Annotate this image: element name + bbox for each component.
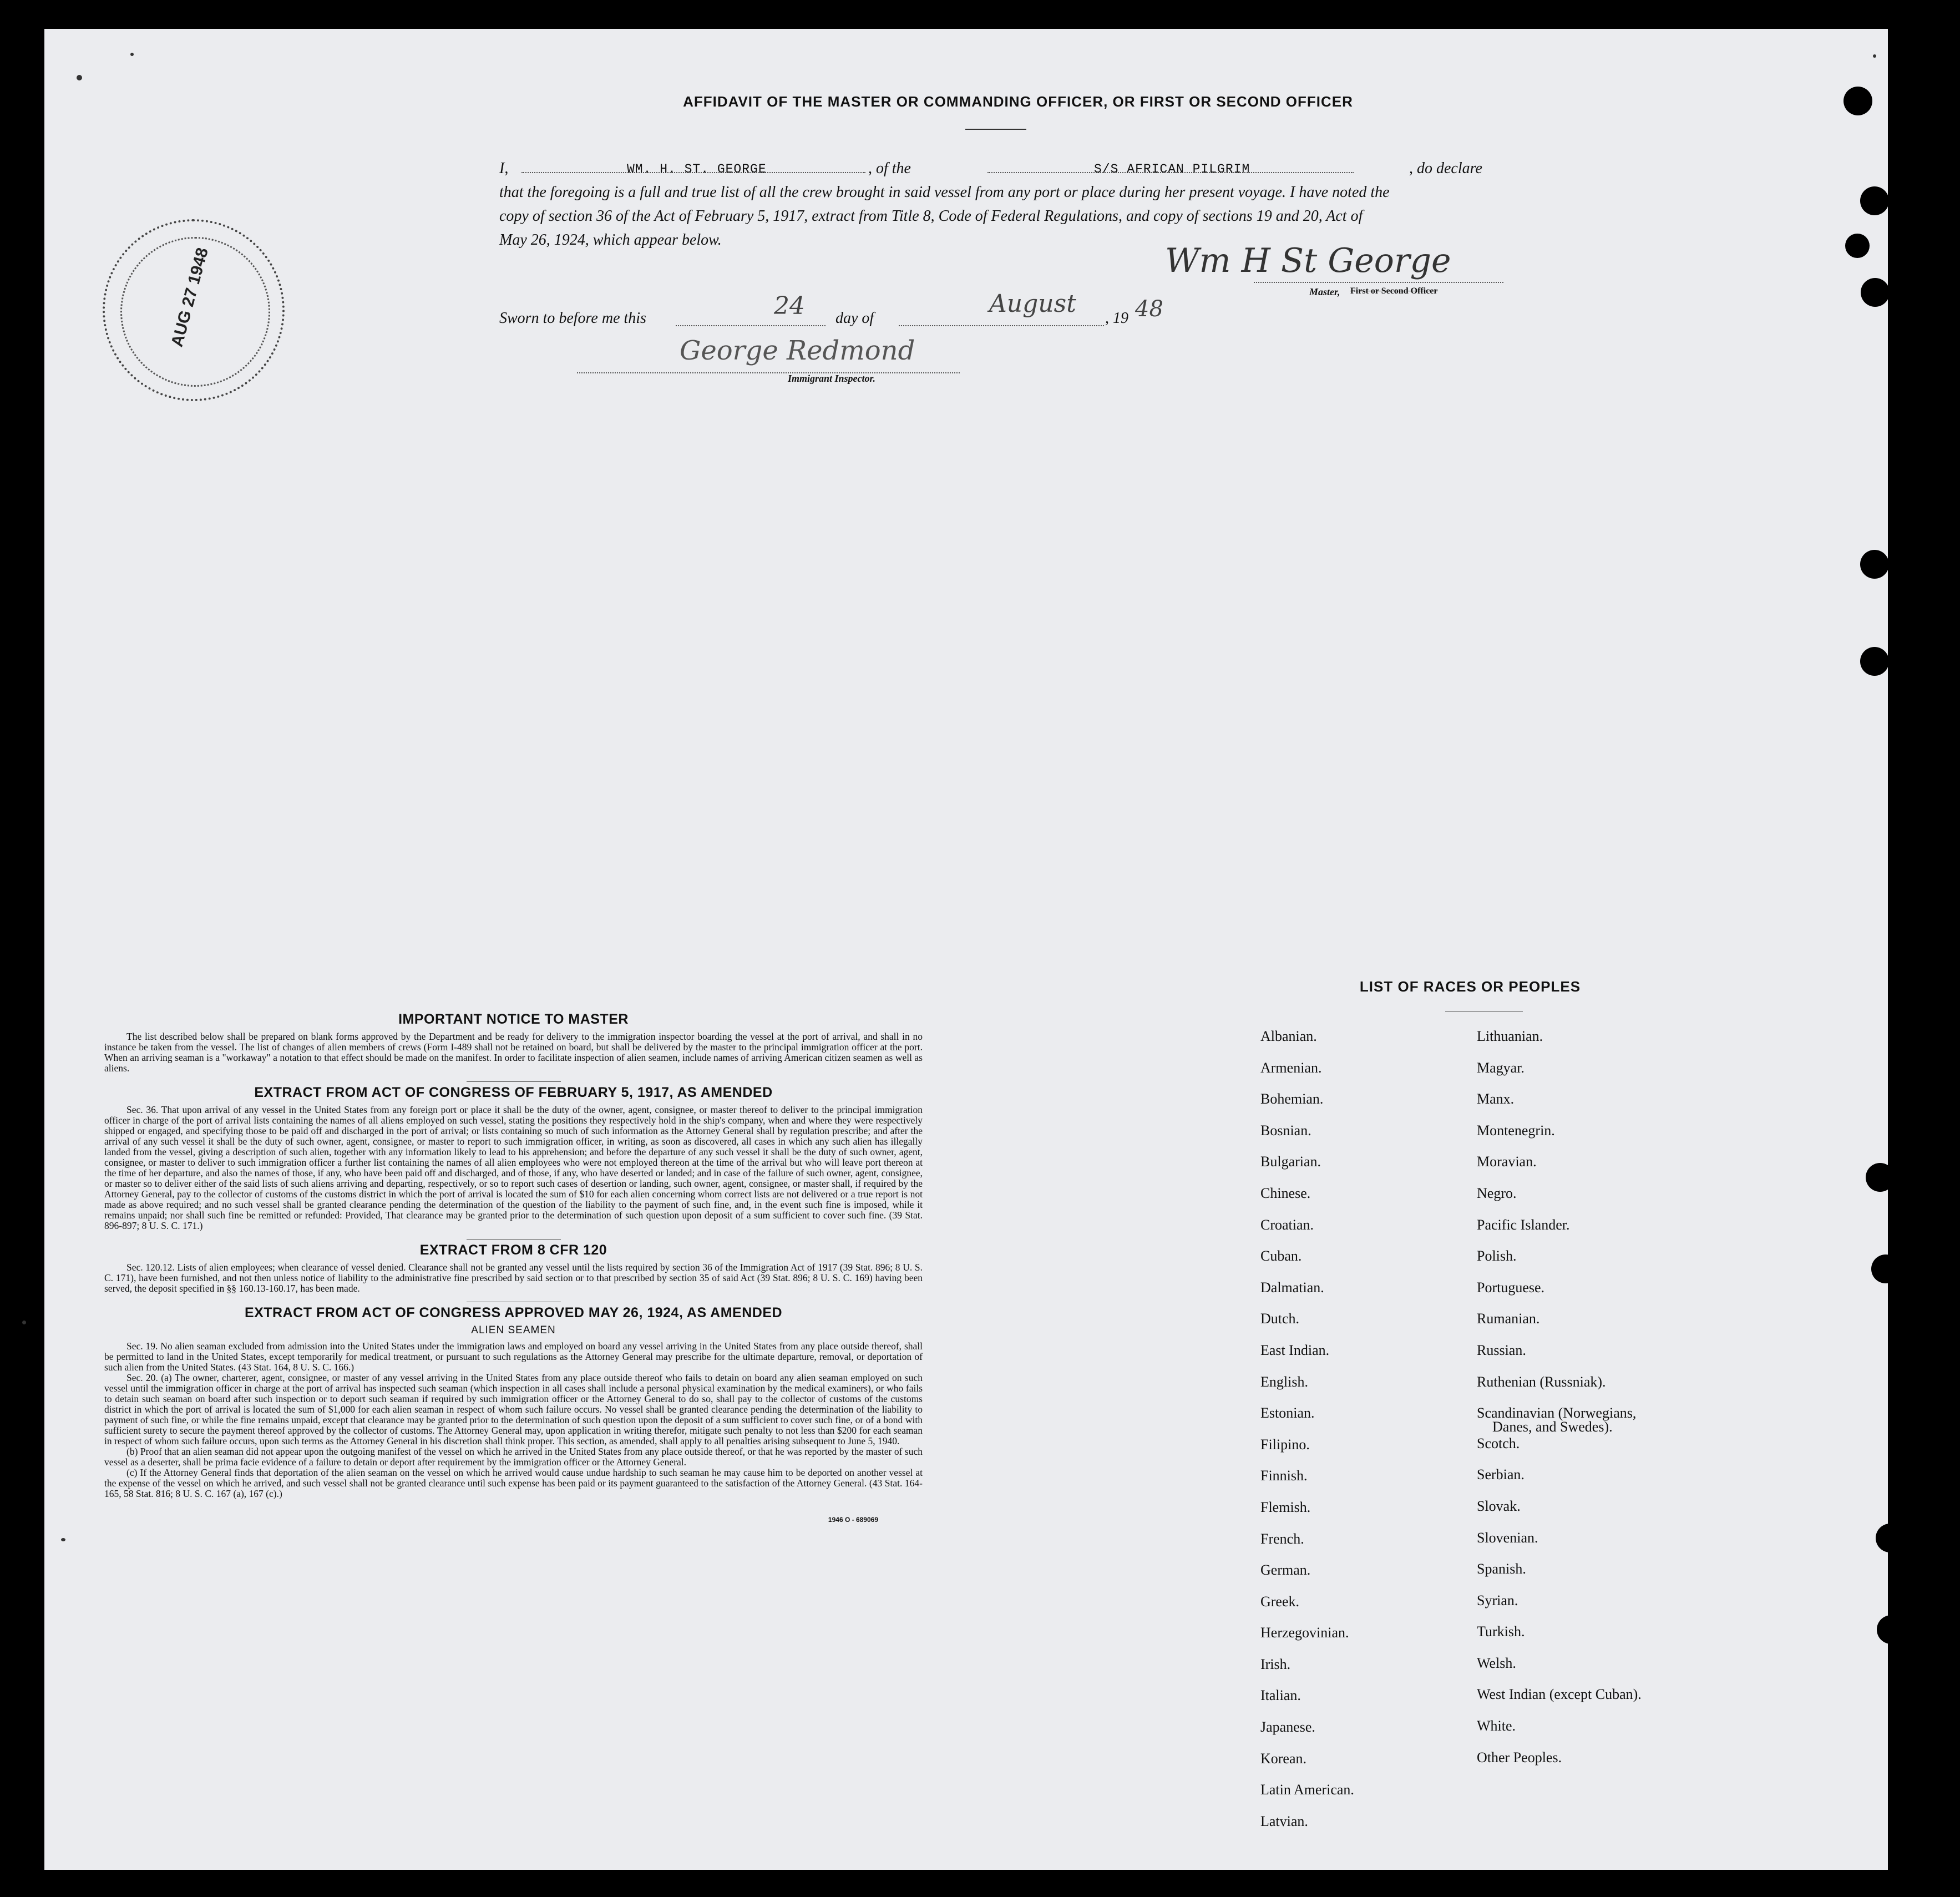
- race-item: Montenegrin.: [1477, 1122, 1555, 1139]
- race-item: Bosnian.: [1260, 1122, 1311, 1139]
- race-item: Korean.: [1260, 1750, 1307, 1767]
- inspector-signature: George Redmond: [680, 335, 915, 366]
- sec-20a-text: Sec. 20. (a) The owner, charterer, agent, consignee, or master of any vessel arriving in the United States from any place outside thereof who fails to detain on board any alien seaman employed on such vessel until the immigration officer in charge at the port of arrival has inspected such seaman (which inspection in all cases shall include a personal physical examination by the medical examiners), or who fails to detain such seaman on board after such inspection or to deport such seaman if required by such immigration officer or the Attorney General to do so, shall pay to the collector of customs of the customs district in which the port of arrival is located the sum of $1,000 for each alien seaman in respect of whom such failure occurs. No vessel shall be granted clearance pending the determination of the liability to payment of such fine, or while the fine remains unpaid, except that clearance may be granted prior to the determination of such question upon the deposit of a sum sufficient to cover such fine, or of a bond with sufficient surety to secure the payment thereof approved by the collector of customs. The Attorney General may, upon application in writing therefor, mitigate such penalty to not less than $200 for each seaman in respect of whom such failure occurs, upon such terms as the Attorney General in his discretion shall think proper. This section, as amended, shall apply to all penalties arising subsequent to June 5, 1940.: [104, 1372, 923, 1446]
- title-rule: [965, 129, 1026, 130]
- master-name: WM. H. ST. GEORGE: [627, 162, 767, 176]
- race-item: West Indian (except Cuban).: [1477, 1686, 1642, 1703]
- year-prefix: , 19: [1105, 310, 1128, 327]
- race-item: Moravian.: [1477, 1154, 1537, 1170]
- race-item: Negro.: [1477, 1185, 1517, 1201]
- inspector-label: Immigrant Inspector.: [788, 373, 876, 384]
- scan-speck: [77, 75, 82, 80]
- race-item: English.: [1260, 1373, 1308, 1390]
- binder-hole: [1861, 278, 1890, 307]
- inspector-line: [577, 357, 960, 373]
- section-divider: [467, 1239, 561, 1240]
- notice-text: The list described below shall be prepared on blank forms approved by the Department and be ready for delivery to the immigration inspector boarding the vessel at the port of arrival, and shall in no instance be taken from the vessel. The list of changes of alien members of crews (Form I-489 shall not be retained on board, but shall be delivered by the master to the principal immigration officer at the port. When an arriving seaman is a "workaway" a notation to that effect should be made on the manifest. In order to facilitate inspection of alien seamen, include names of arriving American citizen seamen as well as aliens.: [104, 1031, 923, 1074]
- year-value: 48: [1135, 296, 1163, 322]
- i-label: I,: [499, 160, 509, 177]
- binder-hole: [1843, 87, 1872, 115]
- race-item: Serbian.: [1477, 1466, 1525, 1483]
- race-item: Greek.: [1260, 1593, 1300, 1610]
- act-1917-title: EXTRACT FROM ACT OF CONGRESS OF FEBRUARY 5, 1917, AS AMENDED: [254, 1085, 773, 1100]
- race-item: Danes, and Swedes).: [1492, 1418, 1613, 1435]
- affidavit-line-3: copy of section 36 of the Act of February 5, 1917, extract from Title 8, Code of Federal Regulations, and copy of sections 19 and 20, Act of: [499, 208, 1363, 225]
- race-item: Spanish.: [1477, 1561, 1526, 1577]
- affidavit-body: [499, 156, 1512, 252]
- race-item: Syrian.: [1477, 1592, 1518, 1608]
- race-item: Rumanian.: [1477, 1311, 1540, 1327]
- vessel-name: S/S AFRICAN PILGRIM: [1094, 162, 1250, 176]
- do-declare-label: , do declare: [1409, 160, 1482, 177]
- sec-20c-text: (c) If the Attorney General finds that deportation of the alien seaman on the vessel on which he arrived would cause undue hardship to such seaman he may cause him to be deported on another vessel at the expense of the vessel on which he arrived, and such vessel shall not be granted clearance until such expense has been paid or its payment guaranteed to the satisfaction of the Attorney General. (43 Stat. 164-165, 58 Stat. 816; 8 U. S. C. 167 (a), 167 (c).): [104, 1467, 923, 1499]
- races-title: LIST OF RACES OR PEOPLES: [1359, 978, 1581, 995]
- affidavit-line-2: that the foregoing is a full and true list of all the crew brought in said vessel from any port or place during her present voyage. I have noted the: [499, 184, 1390, 201]
- races-column-1: [1260, 1028, 1354, 1844]
- scan-speck: [61, 1538, 65, 1541]
- race-item: Italian.: [1260, 1687, 1301, 1704]
- signer-title-struck: First or Second Officer: [1350, 286, 1438, 296]
- race-item: Scotch.: [1477, 1435, 1520, 1451]
- binder-hole: [1860, 186, 1889, 215]
- binder-hole: [1845, 234, 1870, 258]
- master-signature: Wm H St George: [1165, 241, 1451, 280]
- sworn-label: Sworn to before me this: [499, 310, 646, 327]
- day-of-label: day of: [835, 310, 874, 327]
- race-item: Albanian.: [1260, 1028, 1317, 1044]
- race-item: Herzegovinian.: [1260, 1625, 1349, 1641]
- race-item: French.: [1260, 1530, 1304, 1547]
- race-item: Chinese.: [1260, 1185, 1311, 1201]
- race-item: Pacific Islander.: [1477, 1216, 1570, 1233]
- race-item: Lithuanian.: [1477, 1028, 1543, 1044]
- race-item: Ruthenian (Russniak).: [1477, 1373, 1606, 1390]
- race-item: Welsh.: [1477, 1655, 1516, 1671]
- of-the-label: , of the: [868, 160, 911, 177]
- binder-hole: [1871, 1254, 1900, 1283]
- cfr-text: Sec. 120.12. Lists of alien employees; when clearance of vessel denied. Clearance shall not be granted any vessel until the lists required by section 36 of the Immigration Act of 1917 (39 Stat. 896; 8 U. S. C. 171), have been furnished, and not then unless notice of liability to the administrative fine prescribed by said section or to that prescribed by section 35 of said Act (39 Stat. 896; 8 U. S. C. 169) having been served, the deposit specified in §§ 160.13-160.17, has been made.: [104, 1262, 923, 1294]
- race-item: Magyar.: [1477, 1059, 1525, 1076]
- stamp-date: AUG 27 1948: [168, 245, 212, 349]
- section-divider: [467, 1081, 561, 1082]
- race-item: Slovak.: [1477, 1498, 1521, 1514]
- race-item: German.: [1260, 1562, 1311, 1579]
- race-item: Latvian.: [1260, 1813, 1308, 1829]
- race-item: Filipino.: [1260, 1436, 1310, 1453]
- signer-title: Master,: [1309, 286, 1340, 297]
- scan-speck: [1873, 54, 1876, 58]
- race-item: Bulgarian.: [1260, 1154, 1321, 1170]
- date-stamp: [103, 219, 285, 401]
- scan-speck: [130, 53, 134, 56]
- binder-hole: [1860, 647, 1889, 676]
- race-item: Turkish.: [1477, 1623, 1525, 1640]
- sec-19-text: Sec. 19. No alien seaman excluded from admission into the United States under the immigration laws and employed on board any vessel arriving in the United States from any place outside thereof, shall be permitted to land in the United States, except temporarily for medical treatment, or pursuant to such regulations as the Attorney General may prescribe for the ultimate departure, removal, or deportation of such alien from the United States. (43 Stat. 164, 8 U. S. C. 166.): [104, 1340, 923, 1373]
- affidavit-line-1: [499, 156, 1512, 180]
- race-item: Armenian.: [1260, 1059, 1322, 1076]
- sec-20b-text: (b) Proof that an alien seaman did not appear upon the outgoing manifest of the vessel on which he arrived in the United States from any place outside thereof, or that he was reported by the master of such vessel as a deserter, shall be prima facie evidence of a failure to detain or deport after requirement by the immigration officer or the Attorney General.: [104, 1446, 923, 1468]
- race-item: Slovenian.: [1477, 1529, 1538, 1546]
- race-item: Portuguese.: [1477, 1279, 1545, 1296]
- race-item: East Indian.: [1260, 1342, 1330, 1358]
- race-item: Bohemian.: [1260, 1091, 1324, 1107]
- race-item: Dutch.: [1260, 1311, 1300, 1327]
- binder-hole: [1876, 1524, 1905, 1552]
- race-item: Manx.: [1477, 1091, 1515, 1107]
- race-item: Latin American.: [1260, 1782, 1354, 1798]
- race-item: Japanese.: [1260, 1719, 1315, 1736]
- race-item: Dalmatian.: [1260, 1279, 1324, 1296]
- binder-hole: [1866, 1163, 1895, 1192]
- act-1924-title: EXTRACT FROM ACT OF CONGRESS APPROVED MAY 26, 1924, AS AMENDED: [244, 1305, 783, 1321]
- race-item: Other Peoples.: [1477, 1749, 1562, 1766]
- day-value: 24: [774, 292, 805, 320]
- race-item: Polish.: [1477, 1248, 1517, 1264]
- race-item: Estonian.: [1260, 1405, 1315, 1422]
- print-code: 1946 O - 689069: [828, 1516, 878, 1524]
- cfr-title: EXTRACT FROM 8 CFR 120: [419, 1242, 607, 1258]
- race-item: Irish.: [1260, 1656, 1291, 1672]
- month-value: August: [989, 290, 1076, 318]
- binder-hole: [1860, 550, 1889, 579]
- race-item: Scandinavian (Norwegians,: [1477, 1405, 1637, 1422]
- race-item: Flemish.: [1260, 1499, 1311, 1515]
- act-1924-subtitle: ALIEN SEAMEN: [471, 1324, 556, 1336]
- signature-line: [1254, 265, 1503, 283]
- race-item: Cuban.: [1260, 1248, 1302, 1264]
- notice-title: IMPORTANT NOTICE TO MASTER: [398, 1011, 629, 1027]
- race-item: Finnish.: [1260, 1468, 1308, 1484]
- race-item: Croatian.: [1260, 1216, 1314, 1233]
- notice-section: [104, 1010, 923, 1525]
- races-column-2: [1477, 1028, 1642, 1780]
- scan-speck: [22, 1321, 26, 1324]
- act-1917-text: Sec. 36. That upon arrival of any vessel in the United States from any foreign port or place it shall be the duty of the owner, agent, consignee, or master thereof to deliver to the principal immigration officer in charge of the port of arrival lists containing the names of all aliens employed on such vessel, stating the positions they respectively hold in the ship's company, when and where they were respectively shipped or engaged, and specifying those to be paid off and discharged in the port of arrival; or lists containing so much of such information as the Attorney General shall by regulation prescribe; and after the arrival of any such vessel it shall be the duty of such owner, agent, consignee, or master to report to such immigration officer, in writing, as soon as discovered, all cases in which any such alien has illegally landed from the vessel, giving a description of such alien, together with any information likely to lead to his apprehension; and before the departure of any such vessel it shall be the duty of such owner, agent, consignee, or master to deliver to such immigration officer a further list containing the names of all alien employees who were not employed thereon at the time of the arrival but who will leave port thereon at the time of her departure, and also the names of those, if any, who have been paid off and discharged, and of those, if any, who have deserted or landed; and in case of the failure of such owner, agent, consignee, or master so to deliver either of the said lists of such aliens arriving and departing, respectively, or so to report such cases of desertion or landing, such owner, agent, consignee, or master shall, if required by the Attorney General, pay to the collector of customs of the customs district in which the port of arrival is located the sum of $10 for each alien concerning whom correct lists are not delivered or a true report is not made as above required; and no such vessel shall be granted clearance pending the determination of the question of the liability to the payment of such fine, and, in the event such fine is imposed, while it remains unpaid; nor shall such fine be remitted or refunded: Provided, That clearance may be granted prior to the determination of such question upon deposit of a sum sufficient to cover such fine. (39 Stat. 896-897; 8 U. S. C. 171.): [104, 1104, 923, 1231]
- affidavit-title: AFFIDAVIT OF THE MASTER OR COMMANDING OFFICER, OR FIRST OR SECOND OFFICER: [683, 93, 1353, 110]
- affidavit-line-4: May 26, 1924, which appear below.: [499, 231, 722, 249]
- race-item: White.: [1477, 1718, 1516, 1734]
- binder-hole: [1877, 1615, 1906, 1644]
- race-item: Russian.: [1477, 1342, 1526, 1358]
